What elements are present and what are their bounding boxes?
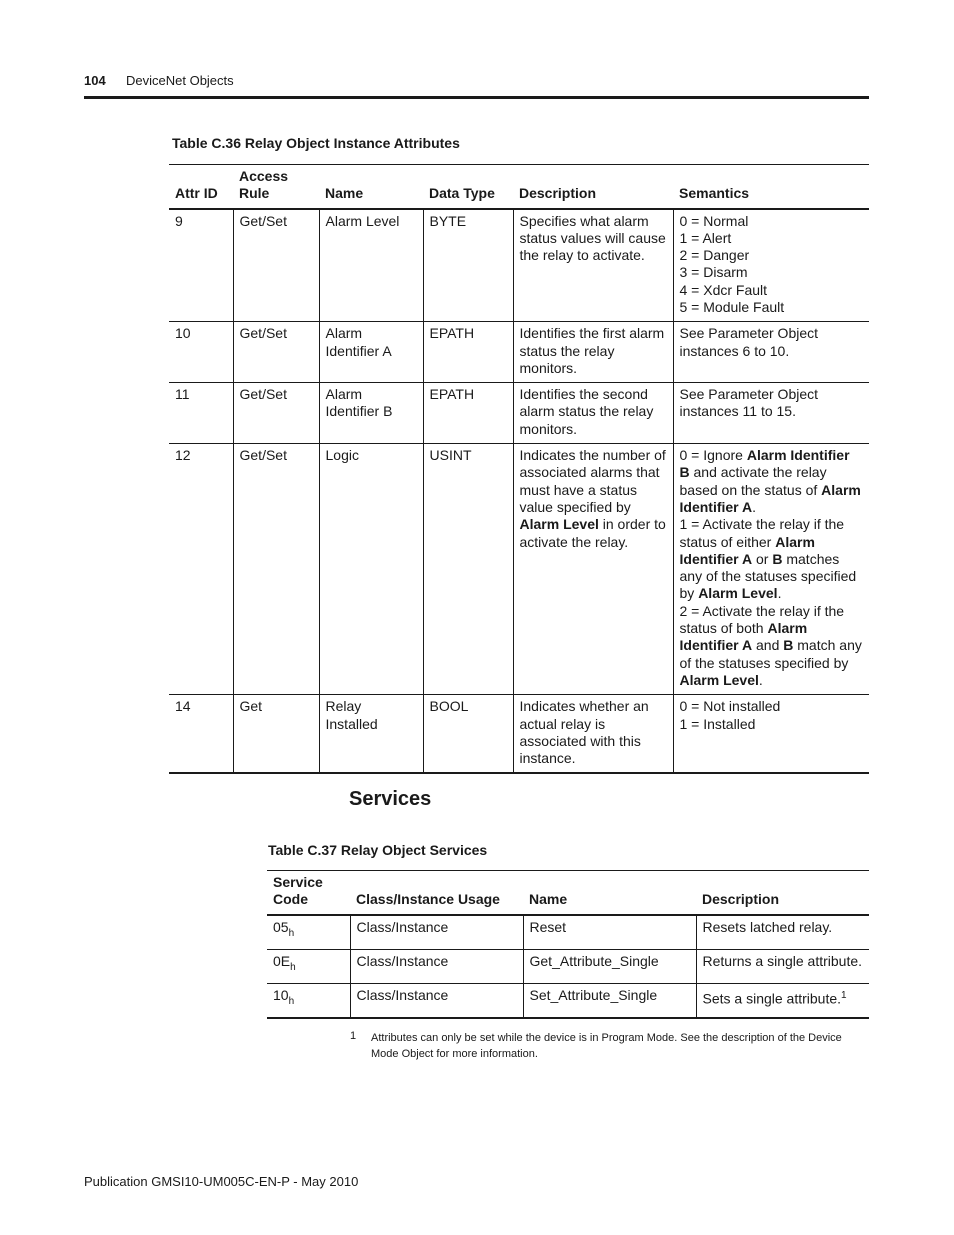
cell-data-type: USINT — [423, 444, 513, 695]
cell-usage: Class/Instance — [350, 949, 523, 983]
table-row — [267, 915, 869, 950]
cell-data-type: BOOL — [423, 695, 513, 774]
hex-subscript: h — [288, 927, 295, 939]
cell-access-rule: Get — [233, 695, 319, 774]
table-row — [169, 444, 869, 695]
cell-access-rule: Get/Set — [233, 444, 319, 695]
service-description-text: Resets latched relay. — [702, 918, 833, 935]
page-number: 104 — [84, 73, 106, 88]
service-description-text: Returns a single attribute. — [702, 952, 863, 969]
cell-name: Logic — [319, 444, 423, 695]
cell-name: Alarm Identifier A — [319, 322, 423, 383]
publication-footer: Publication GMSI10-UM005C-EN-P - May 2010 — [84, 1174, 359, 1189]
cell-semantics: 0 = Not installed 1 = Installed — [673, 695, 869, 774]
running-header-section: DeviceNet Objects — [126, 73, 234, 88]
col-service-description: Description — [702, 891, 780, 908]
cell-access-rule: Get/Set — [233, 209, 319, 322]
col-attr-id: Attr ID — [175, 185, 218, 202]
cell-attr-id: 11 — [175, 386, 190, 403]
cell-access-rule: Get/Set — [233, 383, 319, 444]
table-caption-attributes: Table C.36 Relay Object Instance Attributes — [172, 135, 460, 151]
cell-description: Indicates the number of associated alarms that must have a status value specified by Alarm Level in order to activate the relay. — [513, 444, 673, 695]
cell-attr-id: 10 — [175, 325, 191, 342]
col-name: Name — [325, 185, 364, 202]
table-row — [169, 209, 869, 322]
relay-attributes-table — [169, 164, 869, 774]
col-data-type: Data Type — [429, 185, 495, 202]
table-caption-services: Table C.37 Relay Object Services — [268, 842, 488, 858]
header-rule — [84, 96, 869, 99]
table-header-row — [267, 871, 869, 915]
cell-service-description — [696, 983, 869, 1018]
cell-service-name: Set_Attribute_Single — [523, 983, 696, 1018]
service-code-value: 05 — [273, 918, 289, 935]
service-code-value: 0E — [273, 952, 291, 969]
footnote-number: 1 — [350, 1030, 357, 1042]
col-description: Description — [519, 185, 597, 202]
footnote-text: Attributes can only be set while the device is in Program Mode. See the description of the Device Mode Object for more information. — [371, 1032, 842, 1060]
col-semantics: Semantics — [679, 185, 750, 202]
relay-services-table — [267, 870, 869, 1019]
cell-attr-id: 14 — [175, 698, 191, 715]
table-header-row — [169, 165, 869, 209]
cell-semantics: 0 = Normal 1 = Alert 2 = Danger 3 = Disarm 4 = Xdcr Fault 5 = Module Fault — [673, 209, 869, 322]
hex-subscript: h — [288, 995, 295, 1007]
footnote-ref: 1 — [841, 989, 847, 1001]
cell-data-type: EPATH — [423, 322, 513, 383]
cell-service-code — [267, 983, 350, 1018]
table-row — [267, 983, 869, 1018]
cell-service-description — [696, 915, 869, 950]
cell-data-type: EPATH — [423, 383, 513, 444]
col-service-code: Service Code — [273, 873, 323, 908]
cell-name: Alarm Level — [319, 209, 423, 322]
cell-service-code — [267, 915, 350, 950]
col-service-name: Name — [529, 891, 568, 908]
cell-description: Specifies what alarm status values will cause the relay to activate. — [513, 209, 673, 322]
table-row — [267, 949, 869, 983]
cell-semantics: See Parameter Object instances 6 to 10. — [673, 322, 869, 383]
cell-attr-id: 12 — [175, 447, 191, 464]
section-title-services: Services — [349, 788, 432, 810]
cell-semantics: 0 = Ignore Alarm Identifier B and activate the relay based on the status of Alarm Identifier A. 1 = Activate the relay if the status of either Alarm Identifier A or B matches any of the statuses specified by Alarm Level. 2 = Activate the relay if the status of both Alarm Identifier A and B match any of the statuses specified by Alarm Level. — [673, 444, 869, 695]
cell-name: Relay Installed — [319, 695, 423, 774]
cell-usage: Class/Instance — [350, 983, 523, 1018]
cell-service-code — [267, 949, 350, 983]
cell-name: Alarm Identifier B — [319, 383, 423, 444]
service-code-value: 10 — [273, 986, 289, 1003]
col-access-rule: Access Rule — [239, 167, 289, 202]
cell-data-type: BYTE — [423, 209, 513, 322]
cell-description: Identifies the first alarm status the relay monitors. — [513, 322, 673, 383]
hex-subscript: h — [290, 961, 296, 973]
table-row — [169, 383, 869, 444]
table-row — [169, 322, 869, 383]
cell-service-description — [696, 949, 869, 983]
cell-description: Identifies the second alarm status the relay monitors. — [513, 383, 673, 444]
cell-usage: Class/Instance — [350, 915, 523, 950]
cell-semantics: See Parameter Object instances 11 to 15. — [673, 383, 869, 444]
service-description-text: Sets a single attribute. — [702, 990, 842, 1007]
cell-attr-id: 9 — [175, 212, 183, 229]
table-row — [169, 695, 869, 774]
cell-access-rule: Get/Set — [233, 322, 319, 383]
cell-service-name: Get_Attribute_Single — [523, 949, 696, 983]
cell-description: Indicates whether an actual relay is associated with this instance. — [513, 695, 673, 774]
cell-service-name: Reset — [523, 915, 696, 950]
col-usage: Class/Instance Usage — [356, 891, 500, 908]
